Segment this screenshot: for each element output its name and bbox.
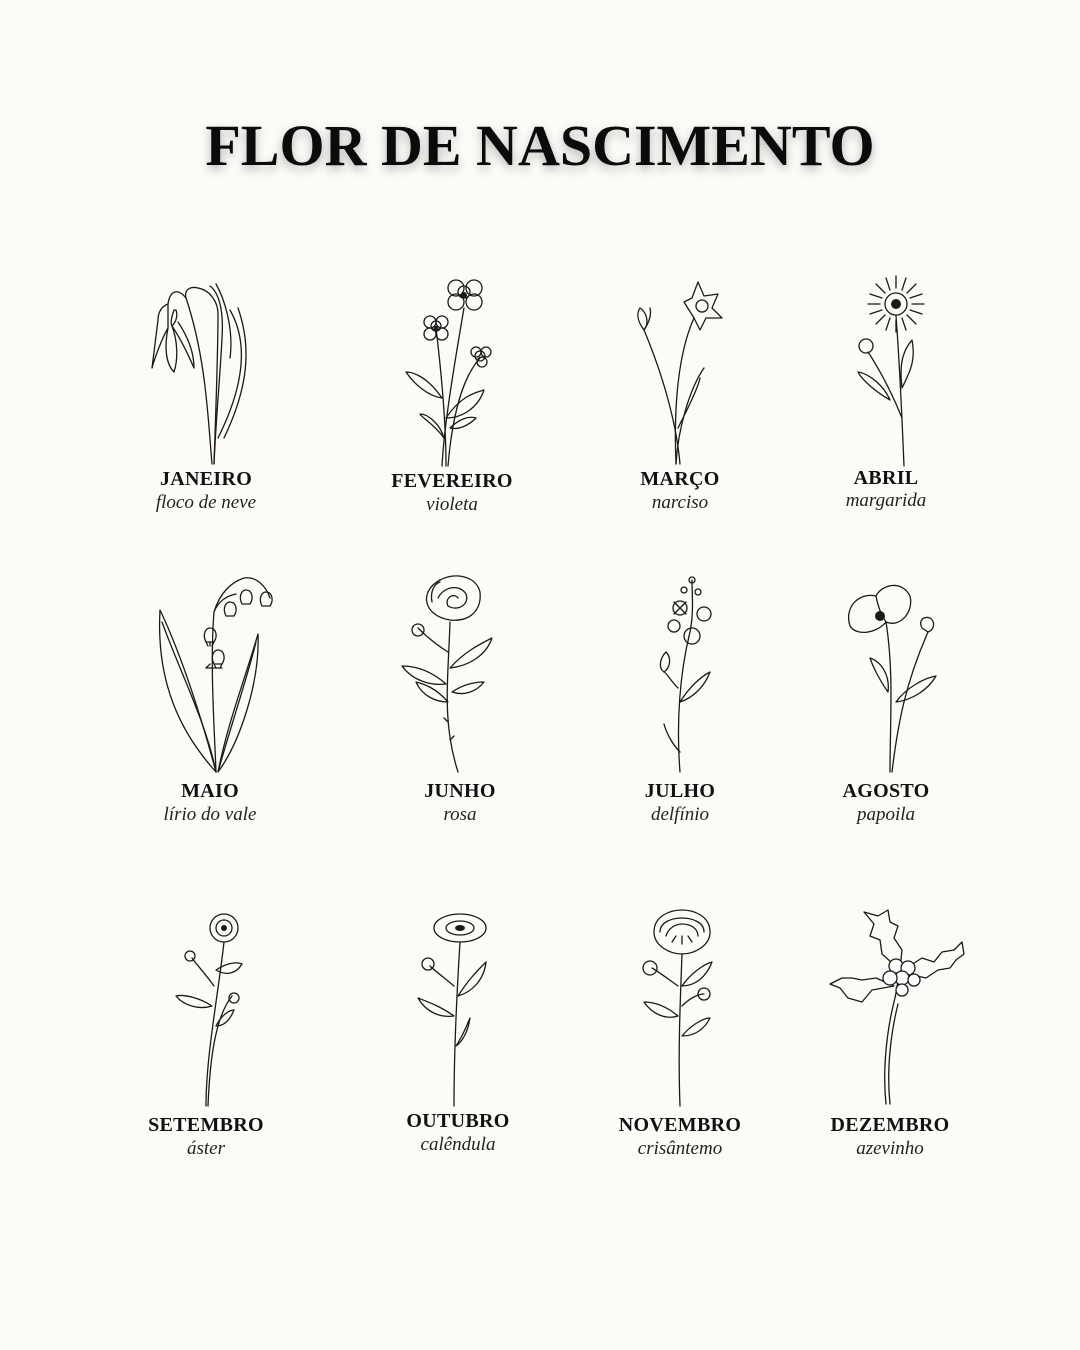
flower-name: crisântemo xyxy=(637,1138,723,1159)
flower-name: áster xyxy=(187,1138,225,1159)
flower-name: azevinho xyxy=(856,1138,924,1159)
month-card-august xyxy=(786,572,986,852)
month-label: SETEMBRO xyxy=(148,1114,264,1136)
flower-name: lírio do vale xyxy=(163,804,257,825)
month-label: NOVEMBRO xyxy=(618,1114,742,1136)
marigold-icon xyxy=(358,906,558,1106)
aster-icon xyxy=(106,906,306,1106)
month-card-april xyxy=(786,268,986,548)
poppy-icon xyxy=(786,572,986,772)
month-card-november xyxy=(580,906,780,1186)
snowdrop-icon xyxy=(106,268,306,468)
month-label: FEVEREIRO xyxy=(391,470,513,492)
flower-name: margarida xyxy=(845,490,927,511)
flower-name: floco de neve xyxy=(155,492,257,513)
month-label: MAIO xyxy=(181,780,239,802)
flower-name: violeta xyxy=(426,494,478,515)
month-label: OUTUBRO xyxy=(406,1110,510,1132)
month-card-march xyxy=(580,268,780,548)
month-label: JULHO xyxy=(644,780,716,802)
month-card-february xyxy=(352,268,552,548)
flower-name: delfínio xyxy=(650,804,710,825)
month-card-december xyxy=(790,906,990,1186)
month-card-may xyxy=(110,572,310,852)
month-label: JUNHO xyxy=(424,780,496,802)
lily-of-the-valley-icon xyxy=(110,572,310,772)
flower-name: calêndula xyxy=(420,1134,496,1155)
larkspur-icon xyxy=(580,572,780,772)
page-title: FLOR DE NASCIMENTO xyxy=(205,113,875,178)
month-card-september xyxy=(106,906,306,1186)
daffodil-icon xyxy=(580,268,780,468)
month-card-june xyxy=(360,572,560,852)
month-label: JANEIRO xyxy=(159,468,253,490)
month-label: DEZEMBRO xyxy=(830,1114,950,1136)
daisy-icon xyxy=(786,268,986,468)
month-label: MARÇO xyxy=(640,468,720,490)
flower-name: papoila xyxy=(856,804,916,825)
month-label: AGOSTO xyxy=(842,780,930,802)
chrysanthemum-icon xyxy=(580,906,780,1106)
violet-icon xyxy=(352,268,552,468)
month-card-july xyxy=(580,572,780,852)
month-card-january xyxy=(106,268,306,548)
month-card-october xyxy=(358,906,558,1186)
rose-icon xyxy=(360,572,560,772)
month-label: ABRIL xyxy=(853,467,919,489)
flower-name: narciso xyxy=(651,492,709,513)
holly-icon xyxy=(790,906,990,1106)
flower-name: rosa xyxy=(443,804,477,825)
